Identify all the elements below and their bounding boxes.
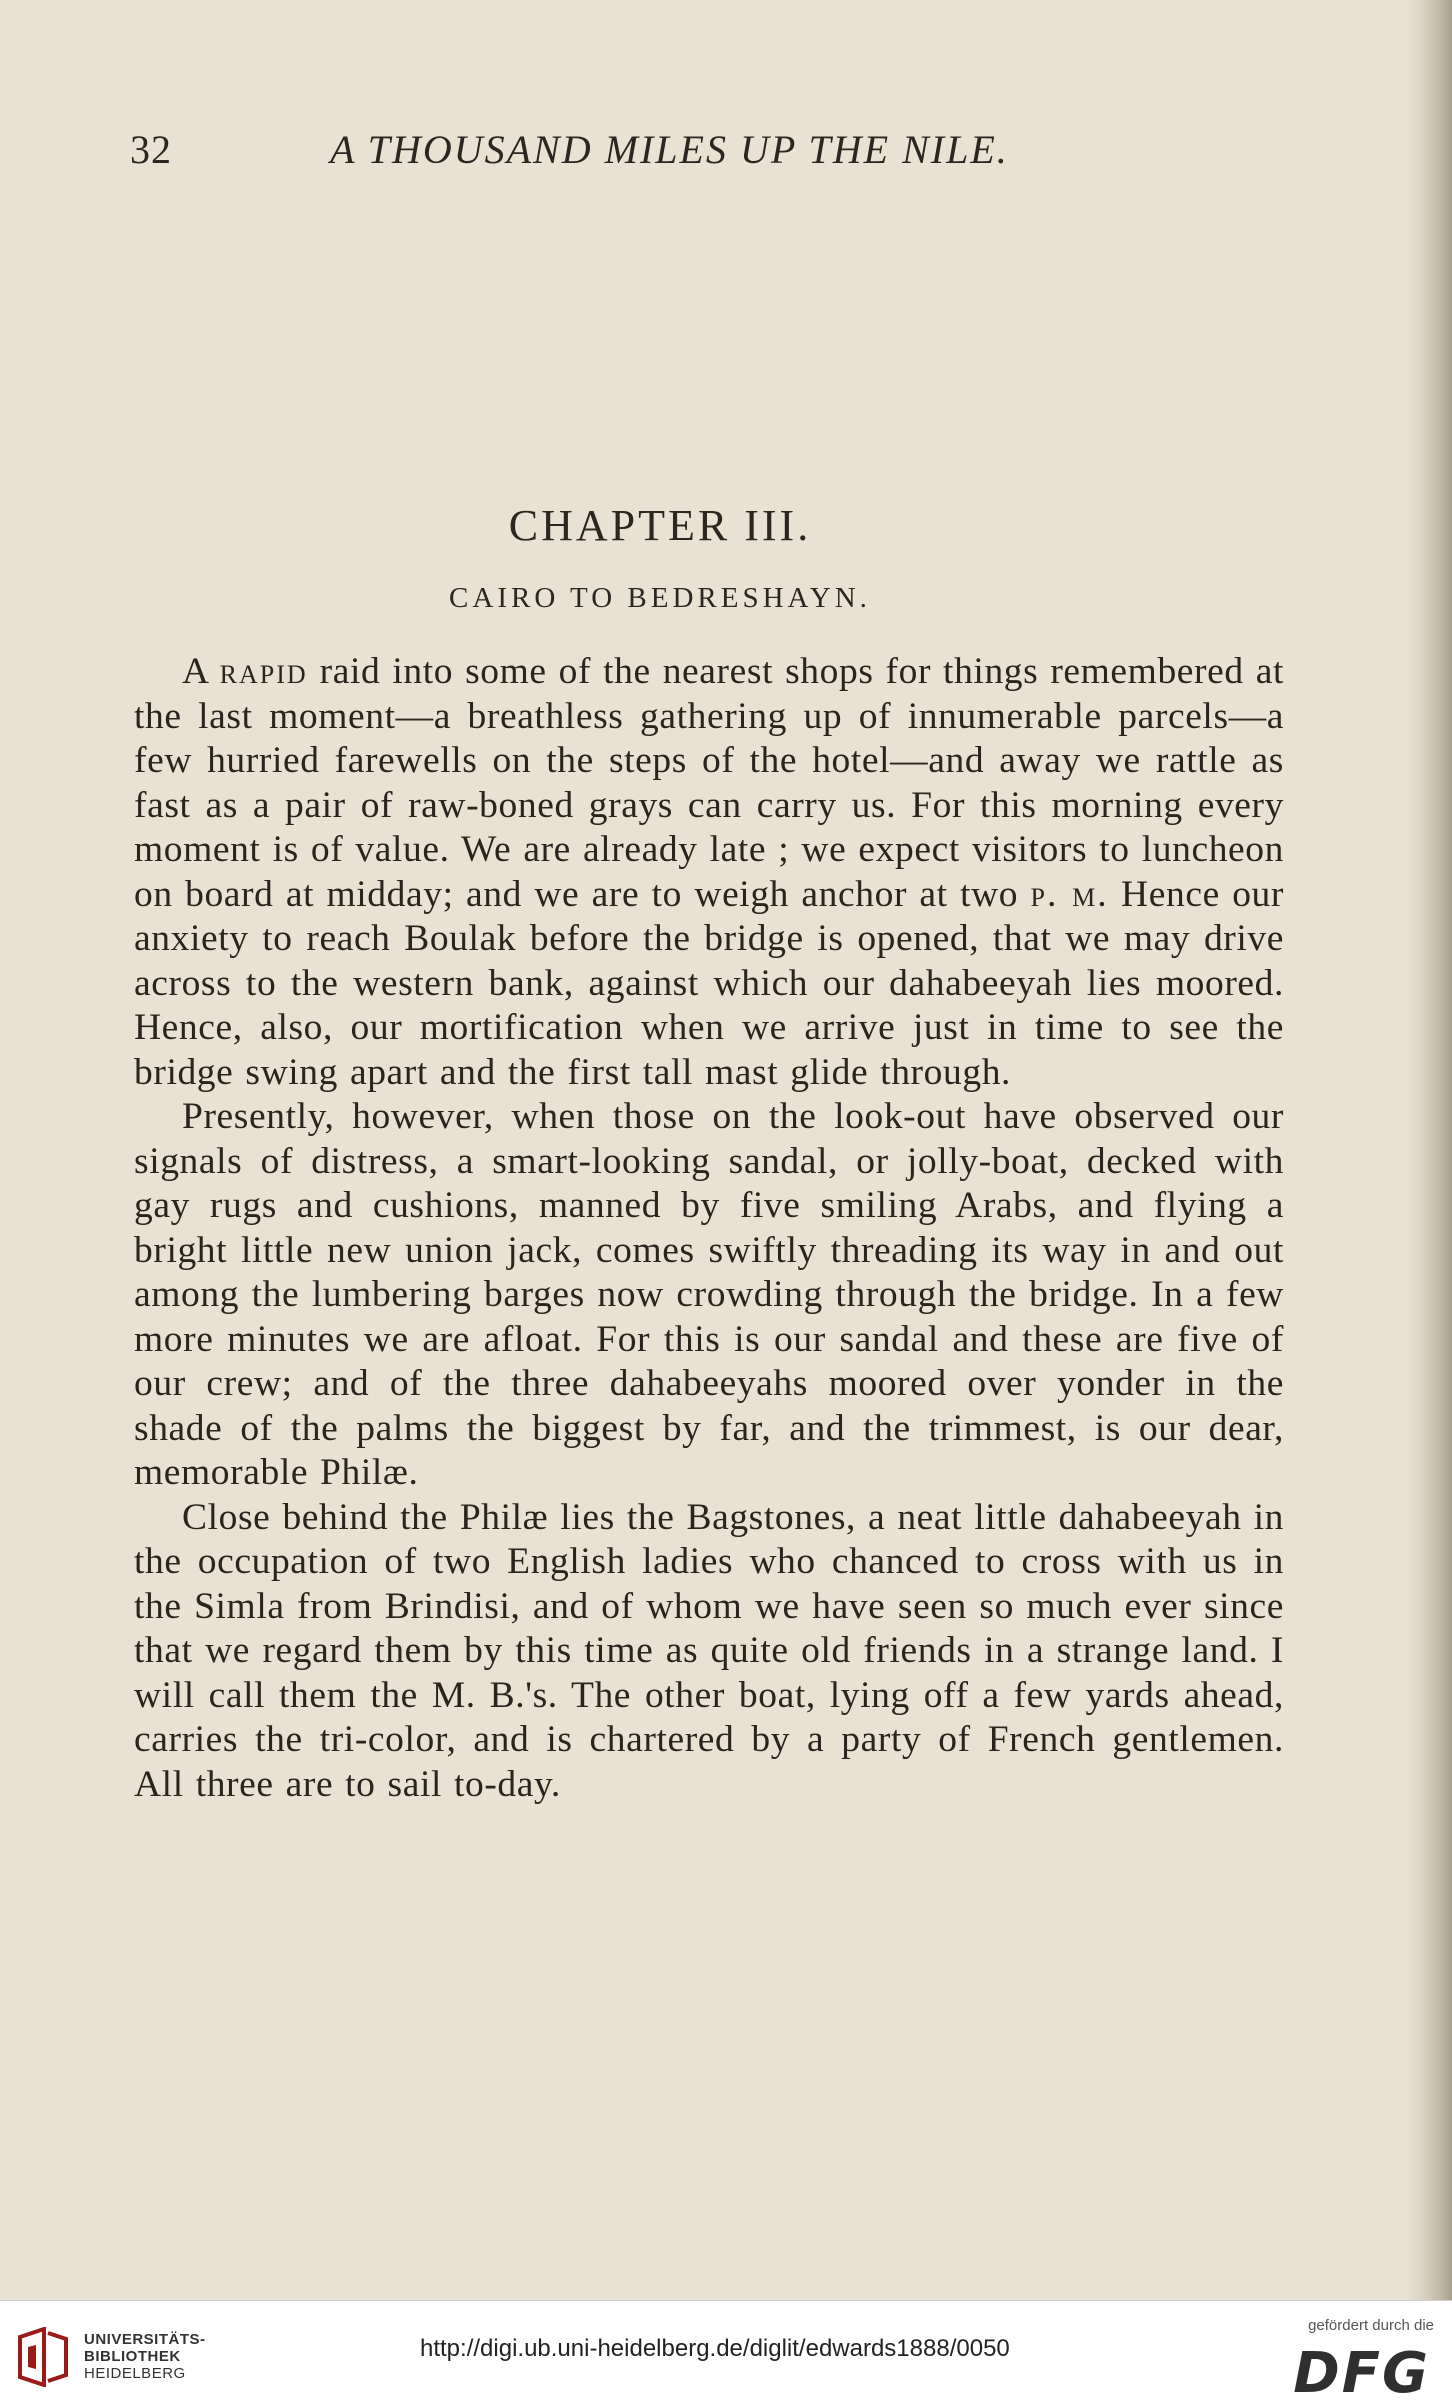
chapter-subtitle: CAIRO TO BEDRESHAYN. [449, 582, 871, 614]
paragraph-2: Presently, however, when those on the look-out have observed our signals of distress, a smart-looking sandal, or jolly-boat, decked with gay rugs and cushions, manned by five smiling Arabs, and flying a bright little new union jack, comes swiftly threading its way in and out among the lumbering barges now crowding through the bridge. In a few more minutes we are afloat. For this is our sandal and these are five of our crew; and of the three dahabeeyahs moored over yonder in the shade of the palms the biggest by far, and the trimmest, is our dear, memorable Philæ. [134, 1096, 1284, 1493]
paragraph-1-pm: p. m. [1030, 873, 1109, 915]
library-name-line-1: UNIVERSITÄTS- [84, 2331, 206, 2348]
paragraph-3: Close behind the Philæ lies the Bagstones, a neat little dahabeeyah in the occupation of two English ladies who chanced to cross with us in the Simla from Brindisi, and of whom we have seen so much ever since that we regard them by this time as quite old friends in a strange land. I will call them the M. B.'s. The other boat, lying off a few yards ahead, carries the tri-color, and is chartered by a party of French gentlemen. All three are to sail to-day. [134, 1496, 1284, 1805]
paragraph-1 [134, 650, 1284, 1095]
chapter-title: CHAPTER III. [508, 501, 812, 550]
library-name-line-2: BIBLIOTHEK [84, 2348, 181, 2365]
paragraph-1-lead: A [182, 651, 220, 692]
source-url-link[interactable]: http://digi.ub.uni-heidelberg.de/diglit/edwards1888/0050 [420, 2335, 1010, 2362]
paragraph-1-smallcaps: rapid [219, 651, 308, 692]
page-edge-shadow [1406, 0, 1452, 2300]
paragraph-1-text: raid into some of the nearest shops for things remembered at the last moment—a breathless gathering up of innumerable parcels—a few hurried farewells on the steps of the hotel—and away we rattle as fast as a pair of raw-boned grays can carry us. For this morning every moment is of value. We are already late ; we expect visitors to luncheon on board at midday; and we are to weigh anchor at two [134, 651, 1284, 915]
running-title: A THOUSAND MILES UP THE NILE. [330, 127, 1009, 172]
running-head [130, 126, 1130, 178]
page-number: 32 [130, 127, 172, 172]
library-name-line-3: HEIDELBERG [84, 2365, 186, 2382]
digitization-footer [0, 2300, 1452, 2408]
funded-by-label: gefördert durch die [1308, 2317, 1434, 2334]
university-library-logo-icon [14, 2327, 72, 2387]
paragraph-1-rest: Hence our anxiety to reach Boulak before the bridge is opened, that we may drive across to the western bank, against which our dahabeeyah lies moored. Hence, also, our mortification when we arrive just in time to see the bridge swing apart and the first tall mast glide through. [134, 873, 1284, 1093]
body-text [134, 650, 1284, 1807]
dfg-logo: DFG [1293, 2341, 1430, 2406]
library-name [84, 2331, 206, 2382]
